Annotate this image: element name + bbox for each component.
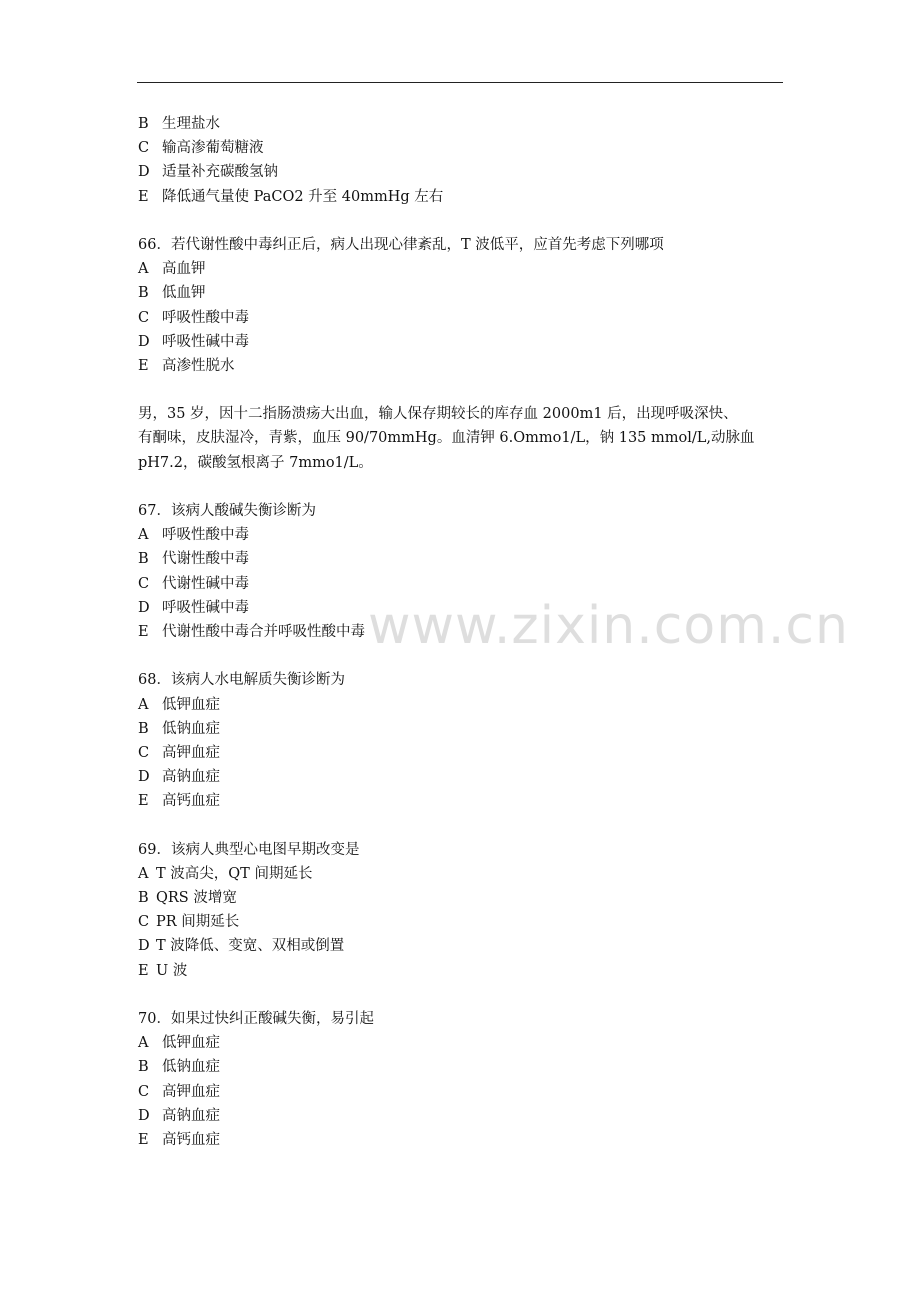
option-text: 生理盐水 xyxy=(162,116,220,132)
option-text: 低钾血症 xyxy=(162,1035,220,1052)
option-text: 低血钾 xyxy=(162,285,206,302)
option-text: 输高渗葡萄糖液 xyxy=(162,140,264,157)
option-text: 高钠血症 xyxy=(162,769,220,786)
question-66 xyxy=(138,233,788,378)
option-letter: D xyxy=(138,769,150,786)
question-69 xyxy=(138,838,788,983)
document-body xyxy=(138,112,788,1152)
option-row xyxy=(138,281,788,305)
option-row xyxy=(138,765,788,789)
option-row xyxy=(138,910,788,934)
option-text: 高钠血症 xyxy=(162,1107,220,1124)
option-letter: C xyxy=(138,309,150,326)
option-text: 高钙血症 xyxy=(162,1131,220,1148)
option-row xyxy=(138,306,788,330)
option-letter: C xyxy=(138,575,150,592)
option-letter: E xyxy=(138,188,149,205)
option-row xyxy=(138,862,788,886)
option-row xyxy=(138,1031,788,1055)
option-text: 低钾血症 xyxy=(162,696,220,713)
question-67 xyxy=(138,499,788,644)
question-68 xyxy=(138,668,788,813)
option-row xyxy=(138,1104,788,1128)
option-text: 代谢性酸中毒合并呼吸性酸中毒 xyxy=(162,623,365,640)
option-text: 呼吸性酸中毒 xyxy=(162,527,249,544)
option-letter: E xyxy=(138,1131,149,1148)
header-rule xyxy=(137,82,783,83)
option-letter: C xyxy=(138,914,150,931)
option-text: U 波 xyxy=(156,962,188,979)
option-letter: A xyxy=(138,696,149,713)
question-70 xyxy=(138,1007,788,1152)
option-text: QRS 波增宽 xyxy=(156,890,237,907)
option-row xyxy=(138,959,788,983)
option-letter: A xyxy=(138,261,149,278)
option-letter: E xyxy=(138,962,149,979)
case-line: 有酮味，皮肤湿冷，青紫，血压 90/70mmHg。血清钾 6.Ommo1/L，钠 135 mmol/L,动脉血 xyxy=(138,430,755,447)
question-stem: 69．该病人典型心电图早期改变是 xyxy=(138,841,360,858)
option-letter: A xyxy=(138,527,149,544)
option-row xyxy=(138,620,788,644)
case-line: pH7.2，碳酸氢根离子 7mmo1/L。 xyxy=(138,454,373,471)
question-stem: 66．若代谢性酸中毒纠正后，病人出现心律紊乱，T 波低平，应首先考虑下列哪项 xyxy=(138,236,664,253)
option-letter: B xyxy=(138,285,149,302)
option-letter: D xyxy=(138,599,150,616)
option-letter: E xyxy=(138,793,149,810)
option-text: T 波高尖，QT 间期延长 xyxy=(156,865,313,882)
option-text: 适量补充碳酸氢钠 xyxy=(162,164,278,181)
option-row xyxy=(138,330,788,354)
option-text: 高血钾 xyxy=(162,261,206,278)
option-text: 呼吸性碱中毒 xyxy=(162,333,249,350)
option-text: 高钾血症 xyxy=(162,744,220,761)
option-text: 呼吸性碱中毒 xyxy=(162,599,249,616)
option-text: PR 间期延长 xyxy=(156,914,240,931)
option-letter: D xyxy=(138,333,150,350)
option-row xyxy=(138,934,788,958)
option-letter: B xyxy=(138,720,149,737)
option-row xyxy=(138,160,788,184)
option-text: 降低通气量使 PaCO2 升至 40mmHg 左右 xyxy=(162,188,444,205)
case-description xyxy=(138,402,788,475)
option-letter: B xyxy=(138,1059,149,1076)
option-letter: B xyxy=(138,116,149,132)
option-row xyxy=(138,693,788,717)
option-letter: D xyxy=(138,938,150,955)
option-text: 代谢性碱中毒 xyxy=(162,575,249,592)
case-line: 男，35 岁，因十二指肠溃疡大出血，输人保存期较长的库存血 2000m1 后，出现呼吸深快、 xyxy=(138,406,738,423)
option-row xyxy=(138,717,788,741)
option-letter: D xyxy=(138,164,150,181)
watermark: www.zixin.com.cn xyxy=(368,596,849,656)
question-stem: 70．如果过快纠正酸碱失衡，易引起 xyxy=(138,1010,374,1027)
option-letter: E xyxy=(138,357,149,374)
question-stem: 67．该病人酸碱失衡诊断为 xyxy=(138,503,316,520)
question-stem: 68．该病人水电解质失衡诊断为 xyxy=(138,672,345,689)
option-row xyxy=(138,886,788,910)
option-letter: C xyxy=(138,1083,150,1100)
option-text: 代谢性酸中毒 xyxy=(162,551,249,568)
option-row xyxy=(138,789,788,813)
option-letter: A xyxy=(138,865,149,882)
option-row xyxy=(138,185,788,209)
option-row xyxy=(138,523,788,547)
option-letter: B xyxy=(138,551,149,568)
option-letter: C xyxy=(138,744,150,761)
option-letter: E xyxy=(138,623,149,640)
option-text: 低钠血症 xyxy=(162,1059,220,1076)
option-row xyxy=(138,112,788,136)
option-letter: A xyxy=(138,1035,149,1052)
option-text: 高钾血症 xyxy=(162,1083,220,1100)
option-letter: B xyxy=(138,890,149,907)
option-row xyxy=(138,741,788,765)
option-row xyxy=(138,547,788,571)
option-text: 高渗性脱水 xyxy=(162,357,235,374)
prev-question-options xyxy=(138,112,788,209)
option-letter: C xyxy=(138,140,150,157)
option-text: 低钠血症 xyxy=(162,720,220,737)
option-text: 高钙血症 xyxy=(162,793,220,810)
option-text: 呼吸性酸中毒 xyxy=(162,309,249,326)
option-text: T 波降低、变宽、双相或倒置 xyxy=(156,938,345,955)
option-row xyxy=(138,596,788,620)
option-letter: D xyxy=(138,1107,150,1124)
option-row xyxy=(138,572,788,596)
option-row xyxy=(138,136,788,160)
option-row xyxy=(138,1128,788,1152)
option-row xyxy=(138,1055,788,1079)
option-row xyxy=(138,257,788,281)
option-row xyxy=(138,1080,788,1104)
option-row xyxy=(138,354,788,378)
